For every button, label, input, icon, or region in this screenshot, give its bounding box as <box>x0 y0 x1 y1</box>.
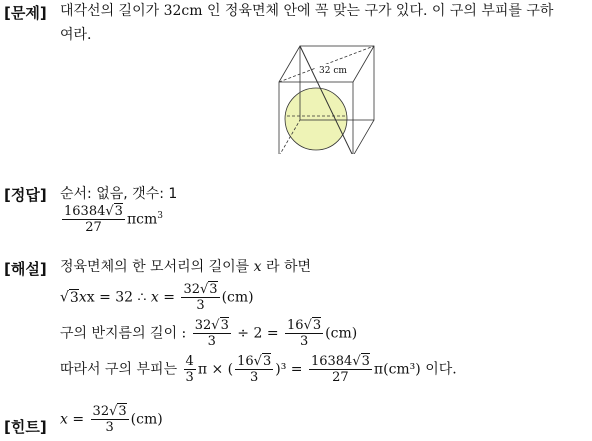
solution-line-1: 정육면체의 한 모서리의 길이를 x 라 하면 <box>60 259 312 275</box>
hint-line: x = $\frac{32√3}{3}$ (cm) <box>60 404 163 435</box>
answer-fraction: $\frac{16384√3}{27}$ <box>64 204 123 235</box>
solution-tag: [해설] <box>4 260 47 278</box>
diagonal-length-label: 32 cm <box>319 66 347 76</box>
answer-tag: [정답] <box>4 186 47 204</box>
sphere <box>285 88 347 150</box>
problem-tag: [문제] <box>4 4 47 22</box>
solution-line-4: 따라서 구의 부피는 $\frac{4}{3}$ π × ( $\frac{16√3}{3}$ )³ = $\frac{16384√3}{27}$ π(cm³) 이다. <box>60 354 457 385</box>
hint-tag: [힌트] <box>4 418 47 436</box>
solution-line-2: √3xx = 32 ∴ x = $\frac{32√3}{3}$ (cm) <box>60 282 254 313</box>
solution-line-3: 구의 반지름의 길이 : $\frac{32√3}{3}$ ÷ 2 = $\frac{16√3}{3}$ (cm) <box>60 318 358 349</box>
problem-line-1: 대각선의 길이가 32cm 인 정육면체 안에 꼭 맞는 구가 있다. 이 구의 부피를 구하 <box>60 3 554 19</box>
problem-line-2: 여라. <box>60 27 92 43</box>
answer-value: $\frac{16384√3}{27}$ πcm$^3$ <box>64 204 163 235</box>
cube-sphere-figure <box>270 42 390 154</box>
answer-line-1: 순서: 없음, 갯수: 1 <box>60 186 178 202</box>
